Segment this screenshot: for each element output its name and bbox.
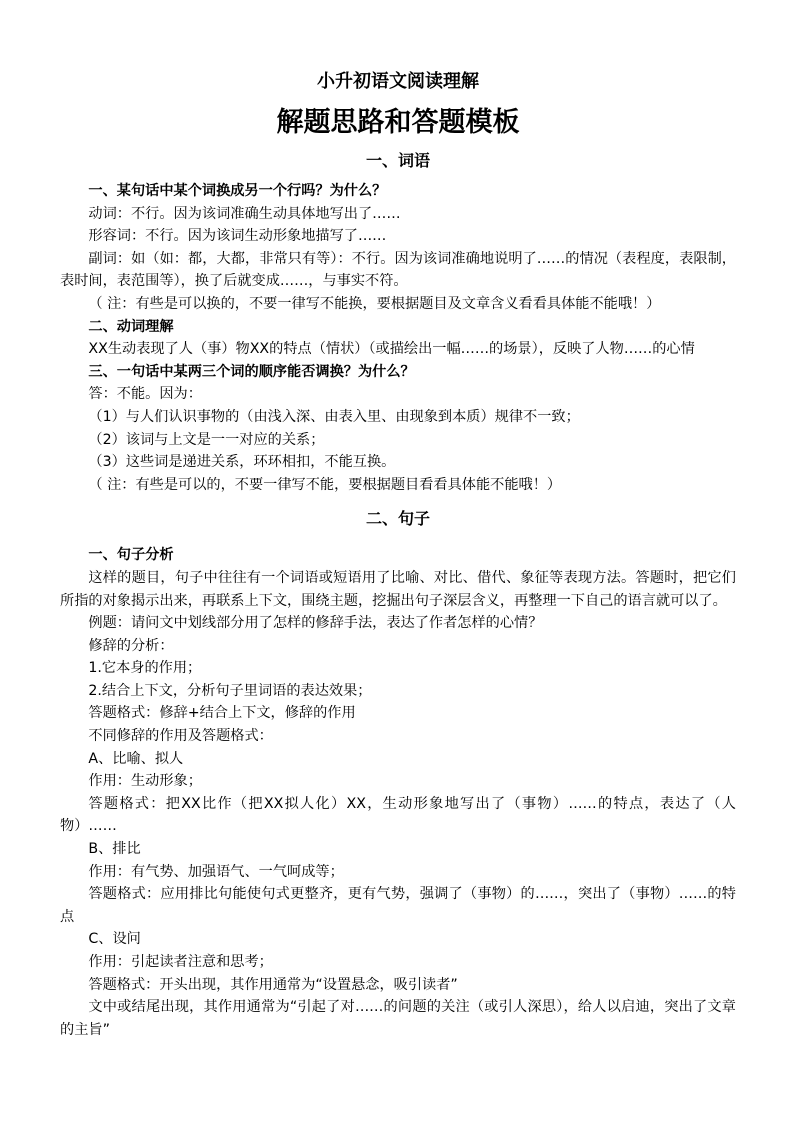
paragraph: XX生动表现了人（事）物XX的特点（情状）（或描绘出一幅……的场景），反映了人物……的心情 [88, 341, 695, 358]
subheading: 二、动词理解 [88, 318, 174, 335]
paragraph: C、设问 [88, 931, 141, 948]
paragraph: A、比喻、拟人 [88, 750, 184, 767]
section-words [60, 180, 736, 496]
paragraph: 副词：如（如：都，大都，非常只有等）：不行。因为该词准确地说明了……的情况（表程度，表限制，表时间，表范围等），换了后就变成……，与事实不符。 [60, 250, 736, 290]
paragraph: 例题：请问文中划线部分用了怎样的修辞手法，表达了作者怎样的心情？ [88, 615, 543, 632]
paragraph: 修辞的分析： [88, 637, 174, 654]
paragraph: 文中或结尾出现，其作用通常为“引起了对……的问题的关注（或引人深思），给人以启迪，突出了文章的主旨” [60, 999, 736, 1038]
subheading: 三、一句话中某两三个词的顺序能否调换？为什么？ [88, 363, 415, 380]
document-title: 解题思路和答题模板 [276, 107, 520, 138]
paragraph: 形容词：不行。因为该词生动形象地描写了…… [88, 228, 387, 245]
subheading: 一、句子分析 [88, 547, 174, 564]
paragraph: 作用：有气势、加强语气、一气呵成等； [88, 863, 344, 880]
paragraph: 作用：生动形象； [88, 773, 202, 790]
paragraph: 不同修辞的作用及答题格式： [88, 728, 273, 745]
paragraph: B、排比 [88, 841, 141, 858]
paragraph: 答题格式：开头出现，其作用通常为“设置悬念，吸引读者” [88, 976, 458, 993]
paragraph: 答：不能。因为： [88, 386, 202, 403]
paragraph: 作用：引起读者注意和思考； [88, 954, 273, 970]
document-content [60, 68, 736, 1041]
paragraph: （3）这些词是递进关系，环环相扣，不能互换。 [88, 454, 396, 471]
section-title-words: 一、词语 [365, 151, 430, 170]
section-sentences [60, 544, 736, 1041]
paragraph: 答题格式：修辞+结合上下文，修辞的作用 [88, 705, 356, 722]
paragraph: （ 注：有些是可以的，不要一律写不能，要根据题目看看具体能不能哦！） [88, 476, 562, 493]
paragraph: 答题格式：把XX比作（把XX拟人化）XX，生动形象地写出了（事物）……的特点，表达了（人物）…… [60, 795, 736, 835]
document-subtitle: 小升初语文阅读理解 [317, 71, 479, 92]
paragraph: 答题格式：应用排比句能使句式更整齐，更有气势，强调了（事物）的……，突出了（事物）……的特点 [60, 886, 736, 925]
paragraph: （ 注：有些是可以换的，不要一律写不能换，要根据题目及文章含义看看具体能不能哦！） [88, 295, 661, 312]
paragraph: （2）该词与上文是一一对应的关系； [88, 431, 325, 448]
paragraph: （1）与人们认识事物的（由浅入深、由表入里、由现象到本质）规律不一致； [88, 408, 580, 425]
paragraph: 1.它本身的作用； [88, 660, 202, 677]
paragraph: 动词：不行。因为该词准确生动具体地写出了…… [88, 205, 401, 222]
section-title-sentences: 二、句子 [365, 509, 430, 529]
subheading: 一、某句话中某个词换成另一个行吗？为什么？ [88, 183, 387, 199]
paragraph: 2.结合上下文，分析句子里词语的表达效果； [88, 682, 372, 699]
paragraph: 这样的题目，句子中往往有一个词语或短语用了比喻、对比、借代、象征等表现方法。答题时，把它们所指的对象揭示出来，再联系上下文，围绕主题，挖掘出句子深层含义，再整理一下自己的语言就可以了。 [60, 569, 736, 609]
